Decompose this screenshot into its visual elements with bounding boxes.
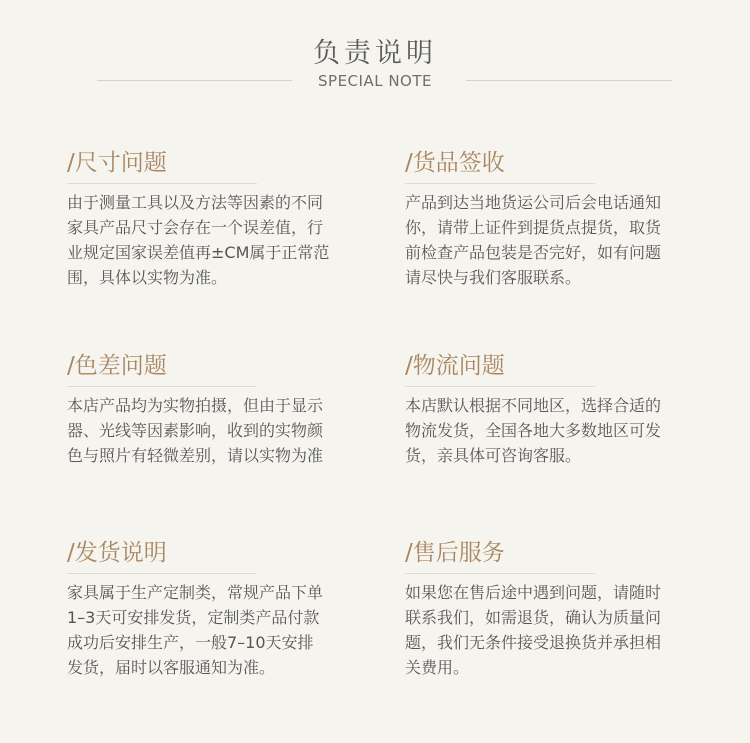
section-color-difference (67, 351, 367, 468)
section-title: /物流问题 (405, 353, 505, 379)
header-divider-right (466, 80, 672, 81)
page-title: 负责说明 (313, 38, 437, 69)
section-title: /售后服务 (405, 540, 505, 566)
section-body: 家具属于生产定制类，常规产品下单 1–3天可安排发货，定制类产品付款 成功后安排生产，一般7–10天安排 发货，届时以客服通知为准。 (67, 583, 324, 677)
section-body: 如果您在售后途中遇到问题，请随时 联系我们，如需退货，确认为质量问 题，我们无条件接受退换货并承担相 关费用。 (405, 583, 662, 677)
page-header (0, 0, 750, 100)
section-after-sales (405, 538, 705, 680)
section-shipping (67, 538, 367, 680)
section-divider (405, 386, 595, 387)
section-body: 本店产品均为实物拍摄，但由于显示 器、光线等因素影响，收到的实物颜 色与照片有轻微差别，请以实物为准 (67, 396, 324, 465)
section-divider (405, 183, 595, 184)
section-title: /尺寸问题 (67, 150, 167, 176)
section-body: 本店默认根据不同地区，选择合适的 物流发货，全国各地大多数地区可发 货，亲具体可咨询客服。 (405, 396, 662, 465)
section-receipt (405, 148, 705, 290)
section-size-issues (67, 148, 367, 290)
section-title: /发货说明 (67, 540, 167, 566)
section-divider (67, 386, 257, 387)
section-divider (67, 573, 257, 574)
page-subtitle: SPECIAL NOTE (318, 72, 432, 90)
section-divider (405, 573, 595, 574)
section-body: 由于测量工具以及方法等因素的不同 家具产品尺寸会存在一个误差值，行 业规定国家误差值再±CM属于正常范 围，具体以实物为准。 (67, 193, 330, 287)
section-body: 产品到达当地货运公司后会电话通知 你，请带上证件到提货点提货，取货 前检查产品包装是否完好，如有问题 请尽快与我们客服联系。 (405, 193, 662, 287)
section-title: /色差问题 (67, 353, 167, 379)
section-title: /货品签收 (405, 150, 505, 176)
section-divider (67, 183, 257, 184)
section-logistics (405, 351, 705, 468)
